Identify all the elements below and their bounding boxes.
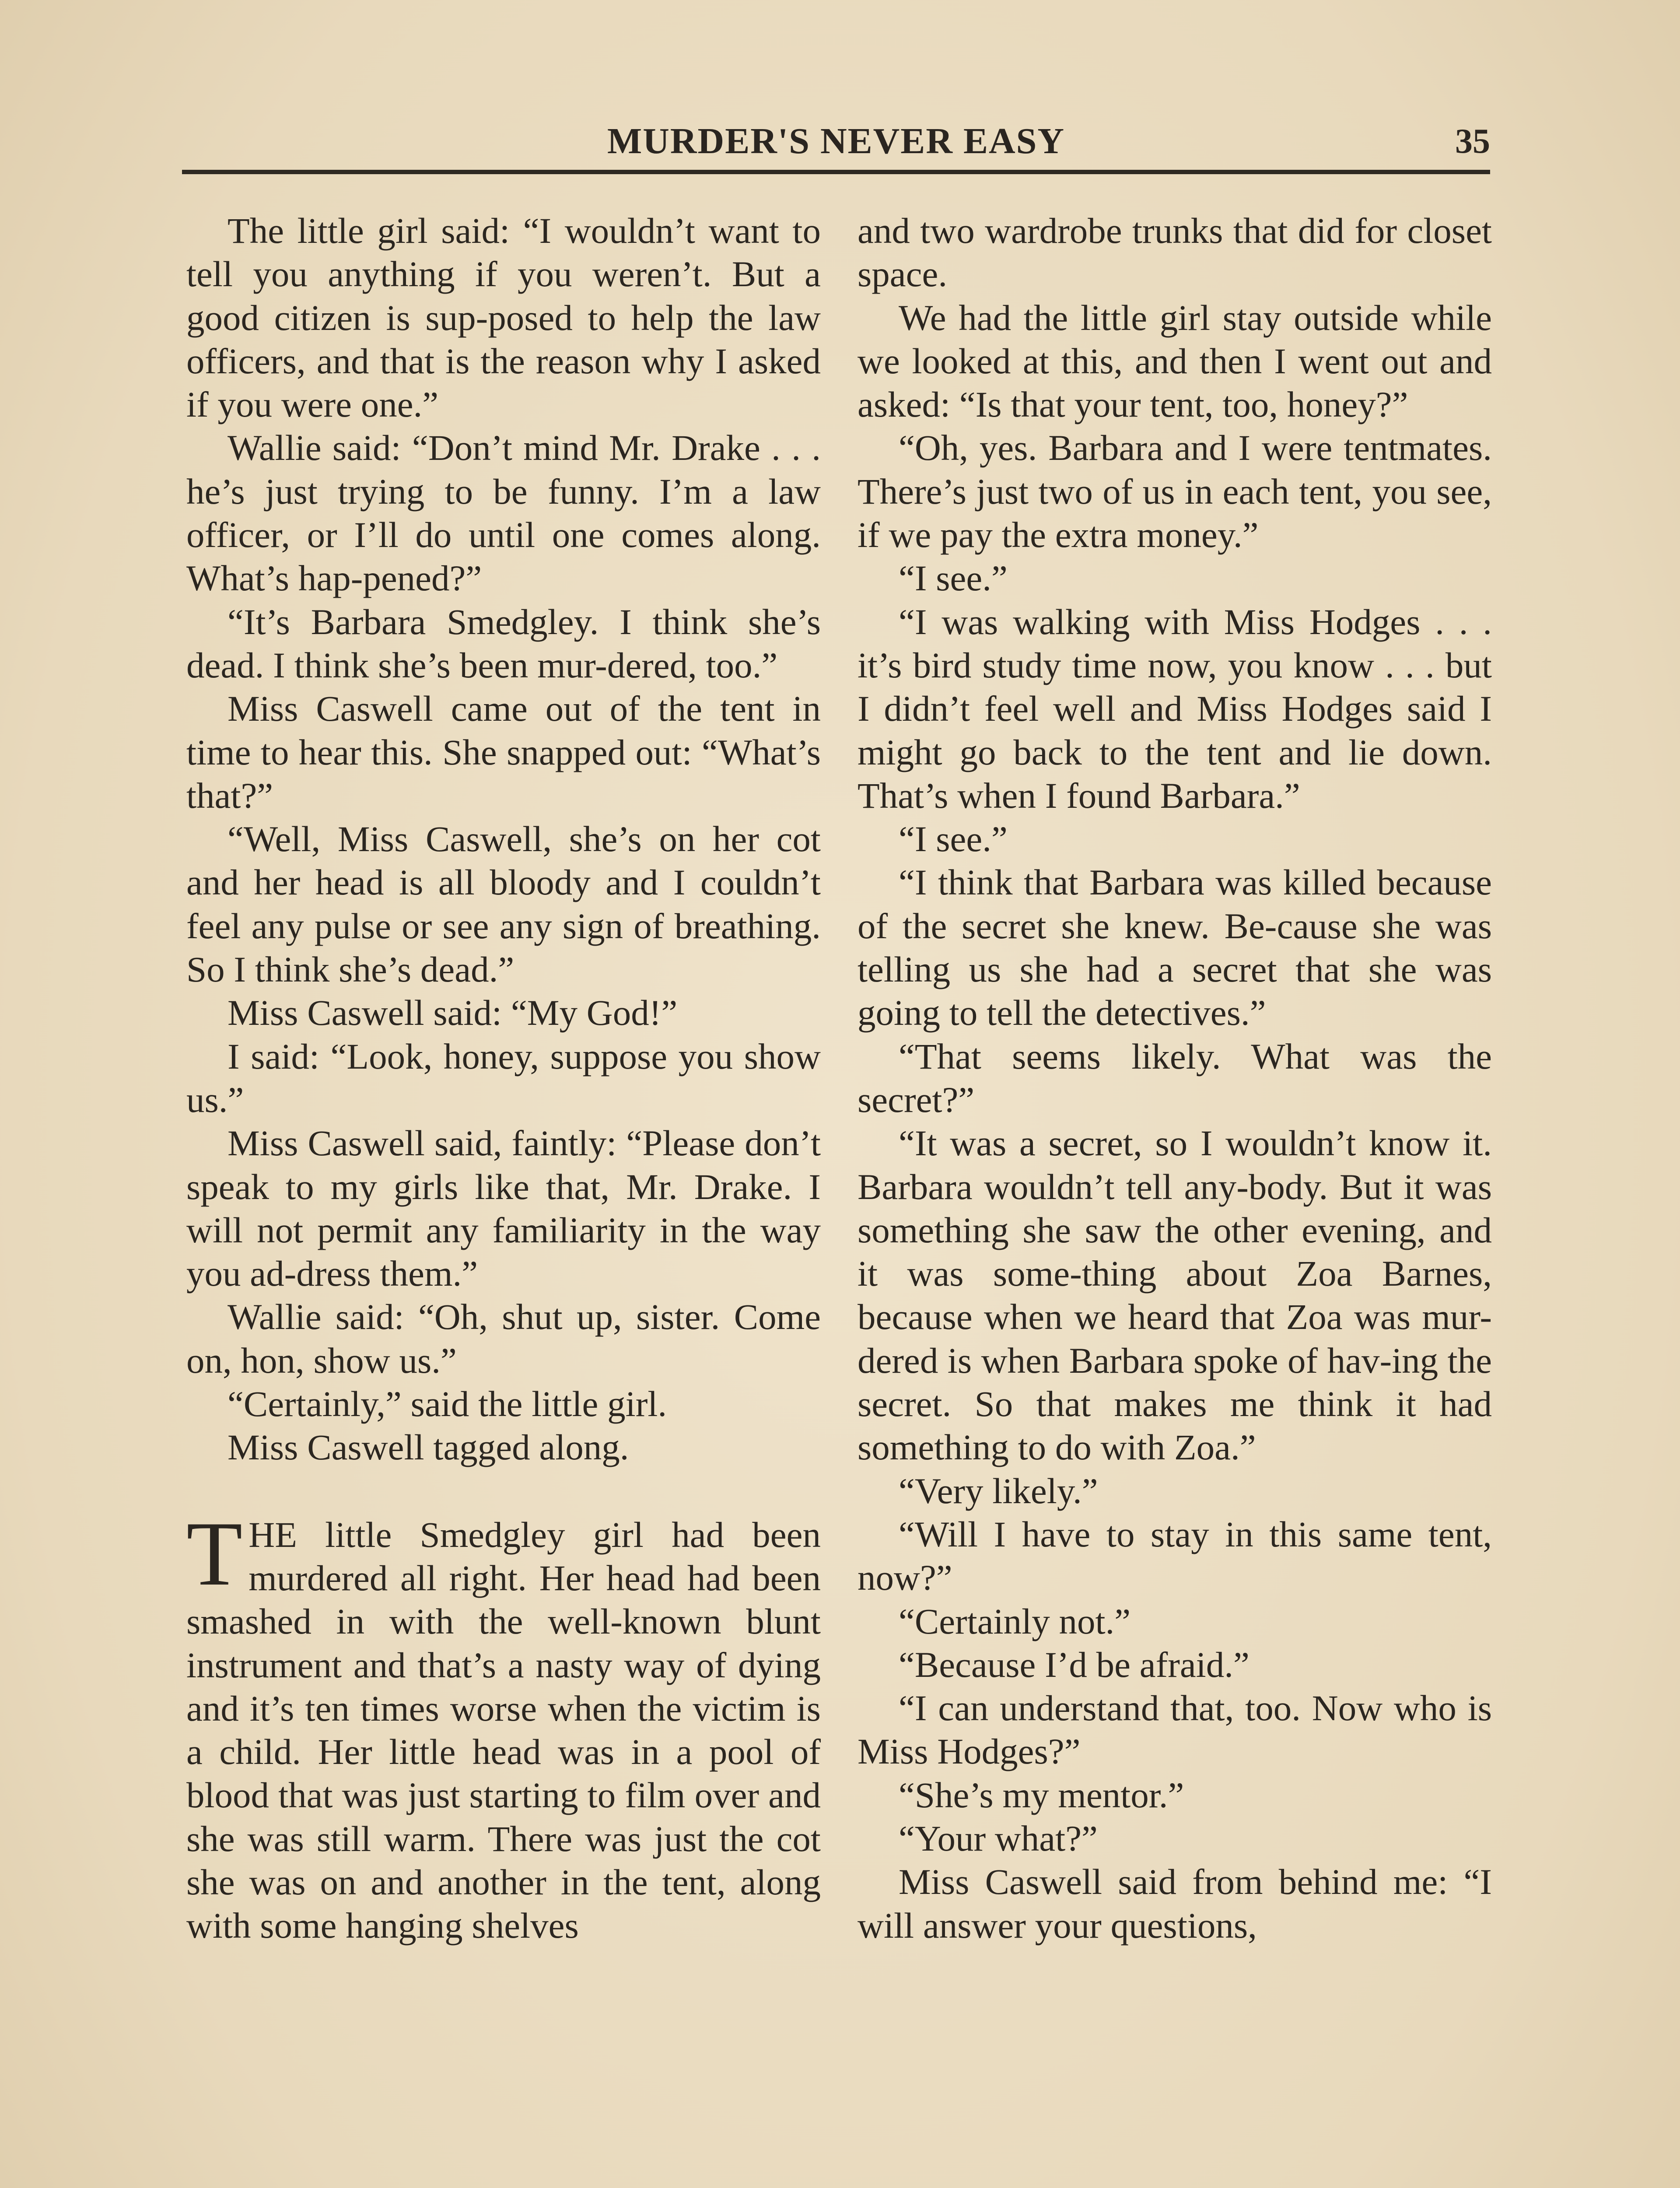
paragraph: “Your what?” [899, 1818, 1098, 1858]
paragraph: “Because I’d be afraid.” [899, 1644, 1250, 1685]
paragraph: Miss Caswell said: “My God!” [228, 992, 678, 1033]
paragraph: “Well, Miss Caswell, she’s on her cot and her head is all bloody and I couldn’t feel any pulse or see any sign of breathing. So I think she’s dead.” [186, 819, 821, 990]
paragraph: I said: “Look, honey, suppose you show us.” [186, 1036, 821, 1120]
header-rule [182, 170, 1490, 174]
right-column [858, 209, 1492, 2188]
drop-cap-paragraph-text: HE little Smedgley girl had been murdered all right. Her head had been smashed in with the well-known blunt instrument and that’s a nasty way of dying and it’s ten times worse when the victim is a child. Her little head was in a pool of blood that was just starting to film over and she was still warm. There was just the cot she was on and another in the tent, along with some hanging shelves [186, 1514, 821, 1946]
paragraph: Miss Caswell tagged along. [228, 1427, 629, 1468]
paragraph: Wallie said: “Don’t mind Mr. Drake . . . he’s just trying to be funny. I’m a law officer, or I’ll do until one comes along. What’s hap-pened?” [186, 428, 821, 599]
paragraph: “Will I have to stay in this same tent, now?” [858, 1514, 1492, 1598]
paragraph: “It’s Barbara Smedgley. I think she’s dead. I think she’s been mur-dered, too.” [186, 601, 821, 685]
paragraph: “That seems likely. What was the secret?” [858, 1036, 1492, 1120]
paragraph: “Oh, yes. Barbara and I were tentmates. There’s just two of us in each tent, you see, if we pay the extra money.” [858, 428, 1492, 555]
left-column [186, 209, 821, 2188]
continuation-paragraph: and two wardrobe trunks that did for closet space. [858, 210, 1492, 295]
paragraph: “It was a secret, so I wouldn’t know it. Barbara wouldn’t tell any-body. But it was something she saw the other evening, and it was some-thing about Zoa Barnes, because when we heard that Zoa was mur-dered is when Barbara spoke of hav-ing the secret. So that makes me think it had something to do with Zoa.” [858, 1123, 1492, 1468]
paragraph: The little girl said: “I wouldn’t want to tell you anything if you weren’t. But a good citizen is sup-posed to help the law officers, and that is the reason why I asked if you were one.” [186, 210, 821, 425]
paragraph: Miss Caswell came out of the tent in time to hear this. She snapped out: “What’s that?” [186, 688, 821, 816]
paragraph: Miss Caswell said, faintly: “Please don’t speak to my girls like that, Mr. Drake. I will not permit any familiarity in the way you ad-dress them.” [186, 1123, 821, 1294]
running-title: MURDER'S NEVER EASY [607, 121, 1065, 161]
paragraph: We had the little girl stay outside while we looked at this, and then I went out and asked: “Is that your tent, too, honey?” [858, 297, 1492, 425]
paragraph: Wallie said: “Oh, shut up, sister. Come on, hon, show us.” [186, 1297, 821, 1381]
drop-cap: T [186, 1503, 243, 1605]
paragraph: “Certainly,” said the little girl. [228, 1384, 667, 1424]
paragraph: “Very likely.” [899, 1470, 1098, 1511]
page-number: 35 [1455, 122, 1490, 161]
paragraph: “She’s my mentor.” [899, 1774, 1184, 1815]
paragraph: “I can understand that, too. Now who is Miss Hodges?” [858, 1688, 1492, 1772]
page-header [182, 117, 1490, 170]
paragraph: “I see.” [899, 819, 1008, 859]
paragraph: “I see.” [899, 558, 1008, 599]
section-break [186, 1469, 821, 1513]
paragraph: “I think that Barbara was killed because of the secret she knew. Be-cause she was telling us she had a secret that she was going to tell the detectives.” [858, 862, 1492, 1033]
paragraph: “Certainly not.” [899, 1601, 1131, 1641]
paragraph: “I was walking with Miss Hodges . . . it’s bird study time now, you know . . . but I didn’t feel well and Miss Hodges said I might go back to the tent and lie down. That’s when I found Barbara.” [858, 601, 1492, 816]
paragraph: Miss Caswell said from behind me: “I will answer your questions, [858, 1862, 1492, 1946]
drop-cap-paragraph [186, 1503, 821, 1948]
